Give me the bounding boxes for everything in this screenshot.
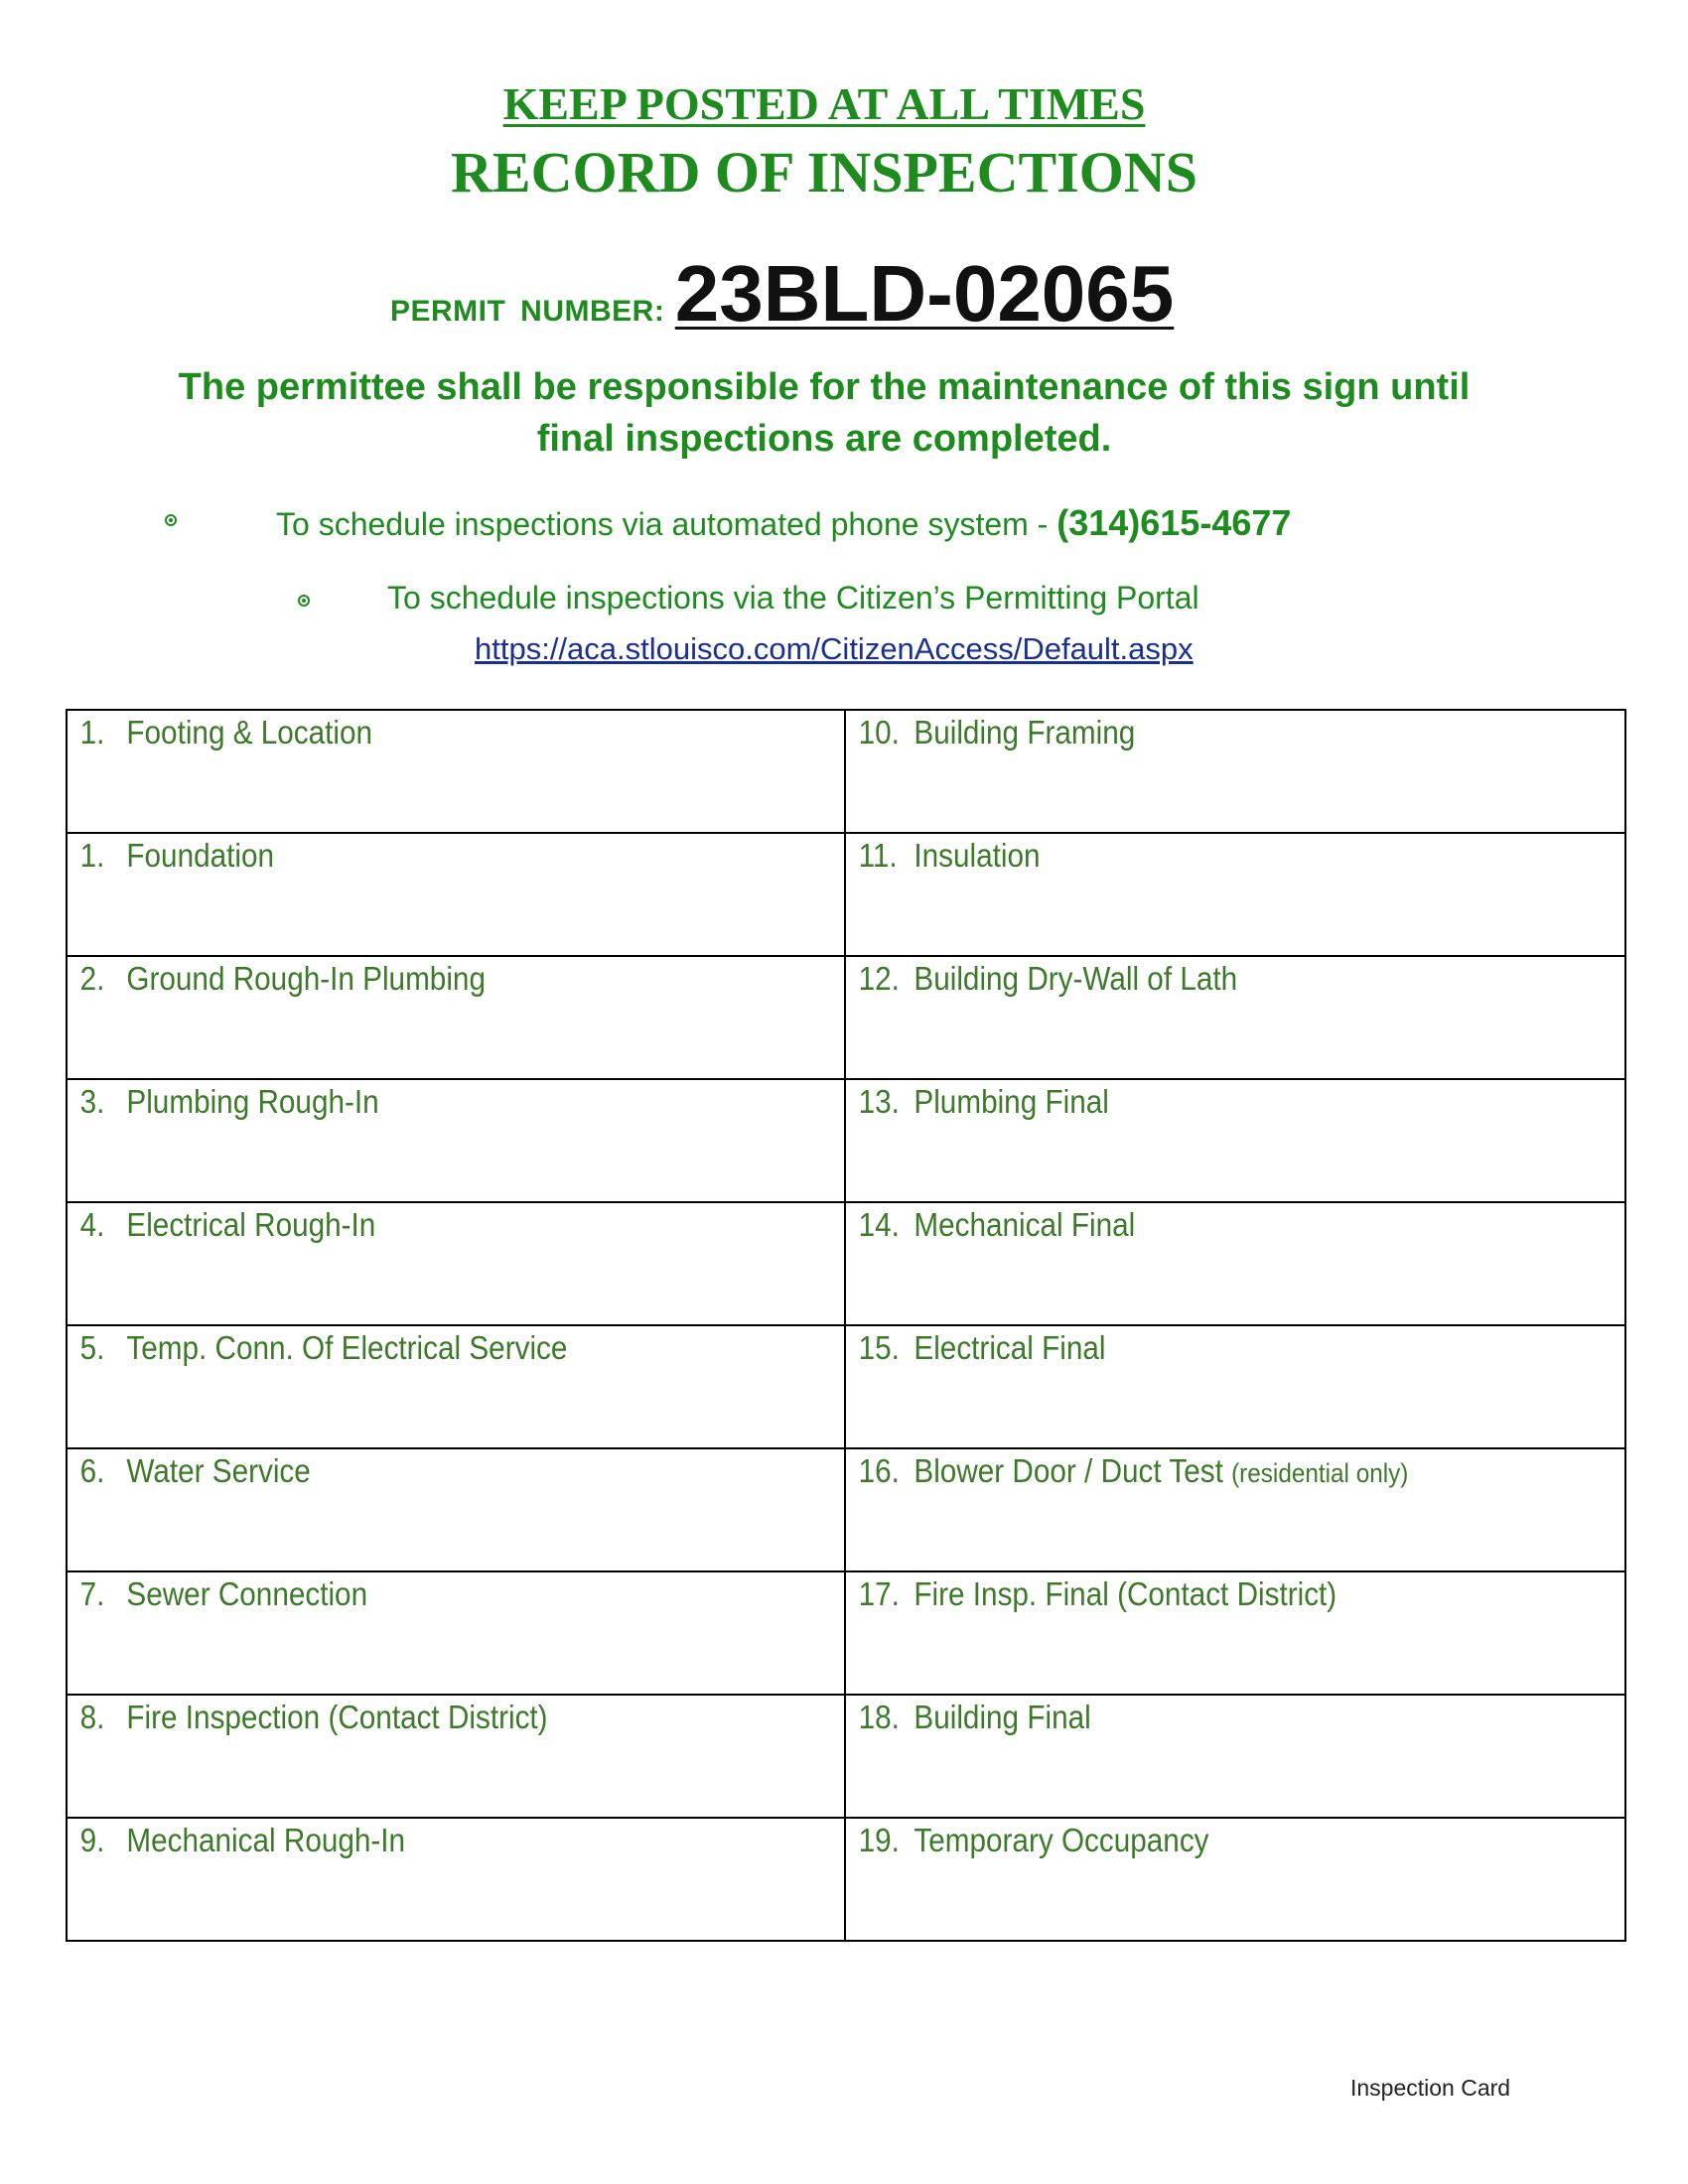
- phone-number: (314)615-4677: [1056, 502, 1292, 543]
- inspection-cell[interactable]: [67, 1695, 845, 1818]
- inspection-item: [846, 1819, 1547, 1859]
- inspection-label: Building Final: [914, 1699, 1091, 1735]
- inspection-label: Blower Door / Duct Test: [914, 1452, 1223, 1489]
- inspection-cell[interactable]: [67, 833, 845, 956]
- responsibility-line-1: The permittee shall be responsible for the maintenance of this sign until: [178, 366, 1471, 408]
- inspection-item: [68, 834, 767, 875]
- inspection-item: [846, 1326, 1547, 1367]
- inspection-cell[interactable]: [845, 1818, 1625, 1941]
- inspection-item: [846, 1572, 1547, 1613]
- inspection-number: 14.: [858, 1206, 900, 1243]
- inspection-item: [846, 1203, 1547, 1244]
- inspection-item: [68, 1572, 767, 1613]
- inspection-number: 12.: [858, 960, 900, 997]
- inspection-item: [68, 1203, 767, 1244]
- inspection-label: Ground Rough-In Plumbing: [126, 960, 486, 997]
- inspection-number: 19.: [858, 1822, 900, 1858]
- inspection-number: 8.: [79, 1699, 105, 1735]
- footer-label: Inspection Card: [1350, 2075, 1511, 2101]
- inspection-number: 7.: [79, 1575, 105, 1612]
- inspection-item: [68, 1080, 767, 1121]
- inspection-number: 15.: [858, 1329, 900, 1366]
- bullet-icon: [165, 514, 177, 526]
- inspection-cell[interactable]: [67, 710, 845, 833]
- inspection-cell[interactable]: [845, 1448, 1625, 1571]
- inspection-label: Temporary Occupancy: [914, 1822, 1209, 1858]
- inspections-table: [66, 709, 1626, 1942]
- inspection-note: (residential only): [1231, 1458, 1409, 1488]
- table-row: [67, 956, 1625, 1079]
- table-row: [67, 710, 1625, 833]
- inspection-item: [846, 834, 1547, 875]
- inspection-item: [68, 711, 767, 751]
- table-row: [67, 1448, 1625, 1571]
- inspection-number: 17.: [858, 1575, 900, 1612]
- inspection-number: 4.: [79, 1206, 105, 1243]
- table-row: [67, 1818, 1625, 1941]
- inspection-cell[interactable]: [845, 1325, 1625, 1448]
- inspection-label: Mechanical Final: [914, 1206, 1136, 1243]
- inspection-cell[interactable]: [67, 1202, 845, 1325]
- phone-schedule-text: To schedule inspections via automated phone system -: [276, 506, 1057, 542]
- inspection-number: 16.: [858, 1452, 900, 1489]
- inspection-item: [68, 957, 767, 998]
- inspection-number: 11.: [858, 837, 898, 874]
- inspection-number: 6.: [79, 1452, 105, 1489]
- inspection-label: Temp. Conn. Of Electrical Service: [126, 1329, 568, 1366]
- inspection-label: Sewer Connection: [126, 1575, 368, 1612]
- inspection-item: [68, 1449, 767, 1490]
- inspection-label: Fire Inspection (Contact District): [126, 1699, 548, 1735]
- inspection-item: [846, 957, 1547, 998]
- inspection-number: 10.: [858, 714, 900, 751]
- phone-schedule-line: [276, 502, 1291, 544]
- bullet-icon: [298, 595, 310, 607]
- inspection-item: [846, 1449, 1547, 1490]
- inspection-number: 2.: [79, 960, 105, 997]
- inspection-label: Electrical Final: [914, 1329, 1106, 1366]
- inspection-cell[interactable]: [845, 1695, 1625, 1818]
- inspection-cell[interactable]: [67, 1079, 845, 1202]
- permit-number-value: 23BLD-02065: [674, 249, 1175, 338]
- inspection-number: 5.: [79, 1329, 105, 1366]
- table-row: [67, 1079, 1625, 1202]
- inspection-item: [846, 711, 1547, 751]
- inspection-item: [68, 1696, 767, 1736]
- portal-schedule-text: To schedule inspections via the Citizen’s Permitting Portal: [387, 580, 1199, 615]
- inspection-label: Plumbing Rough-In: [126, 1083, 379, 1120]
- inspection-cell[interactable]: [845, 956, 1625, 1079]
- inspection-label: Fire Insp. Final (Contact District): [914, 1575, 1337, 1612]
- permit-number-row: [390, 248, 1174, 340]
- inspection-cell[interactable]: [67, 1818, 845, 1941]
- inspection-label: Footing & Location: [126, 714, 373, 751]
- inspection-cell[interactable]: [67, 1448, 845, 1571]
- inspection-label: Electrical Rough-In: [126, 1206, 376, 1243]
- table-row: [67, 1325, 1625, 1448]
- inspection-label: Foundation: [126, 837, 275, 874]
- inspection-label: Mechanical Rough-In: [126, 1822, 406, 1858]
- page-title: RECORD OF INSPECTIONS: [451, 140, 1197, 205]
- inspection-cell[interactable]: [67, 956, 845, 1079]
- inspection-label: Building Dry-Wall of Lath: [914, 960, 1238, 997]
- inspection-number: 1.: [79, 714, 105, 751]
- permit-number-label: PERMIT NUMBER:: [390, 295, 665, 328]
- inspection-number: 13.: [858, 1083, 900, 1120]
- table-row: [67, 1695, 1625, 1818]
- inspection-item: [846, 1696, 1547, 1736]
- table-row: [67, 1571, 1625, 1695]
- inspection-cell[interactable]: [845, 710, 1625, 833]
- inspection-cell[interactable]: [845, 833, 1625, 956]
- inspection-label: Insulation: [914, 837, 1041, 874]
- inspection-cell[interactable]: [845, 1079, 1625, 1202]
- responsibility-line-2: final inspections are completed.: [536, 418, 1112, 460]
- keep-posted-heading: KEEP POSTED AT ALL TIMES: [502, 78, 1146, 129]
- inspection-cell[interactable]: [845, 1202, 1625, 1325]
- inspection-item: [68, 1326, 767, 1367]
- table-row: [67, 833, 1625, 956]
- responsibility-notice: [0, 361, 1648, 465]
- portal-link[interactable]: https://aca.stlouisco.com/CitizenAccess/Default.aspx: [475, 631, 1194, 666]
- inspection-cell[interactable]: [67, 1325, 845, 1448]
- inspection-item: [846, 1080, 1547, 1121]
- inspection-label: Plumbing Final: [914, 1083, 1109, 1120]
- inspection-cell[interactable]: [845, 1571, 1625, 1695]
- inspection-label: Water Service: [126, 1452, 311, 1489]
- inspection-number: 1.: [79, 837, 105, 874]
- inspection-number: 18.: [858, 1699, 900, 1735]
- inspection-item: [68, 1819, 767, 1859]
- inspection-number: 3.: [79, 1083, 105, 1120]
- inspection-cell[interactable]: [67, 1571, 845, 1695]
- table-row: [67, 1202, 1625, 1325]
- inspection-number: 9.: [79, 1822, 105, 1858]
- inspection-label: Building Framing: [914, 714, 1136, 751]
